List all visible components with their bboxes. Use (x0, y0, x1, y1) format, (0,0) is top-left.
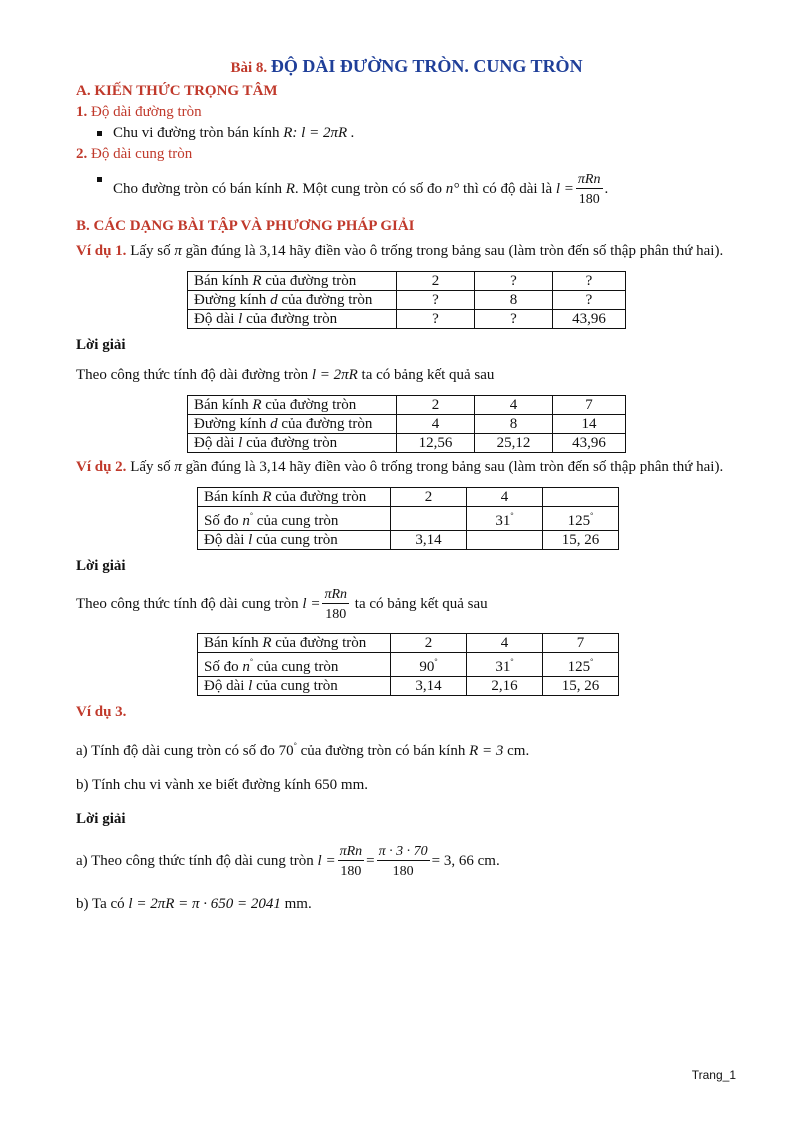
row-label: Độ dài l của đường tròn (188, 310, 397, 329)
row-label: Số đo n° của cung tròn (198, 507, 391, 531)
page-title: Bài 8. ĐỘ DÀI ĐƯỜNG TRÒN. CUNG TRÒN (230, 56, 583, 76)
bullet-arc-length: Cho đường tròn có bán kính R. Một cung tròn có số đo n° thì có độ dài là l = $\frac{\text{πRn}}{180}$ . (76, 171, 737, 208)
table-cell: 15, 26 (543, 677, 619, 696)
table-cell: 8 (475, 415, 553, 434)
subheading-1: 1. Độ dài đường tròn (76, 104, 202, 120)
table-row (188, 434, 626, 453)
table-cell: 2 (391, 488, 467, 507)
table-row (188, 291, 626, 310)
solution-1-text: Theo công thức tính độ dài đường tròn l = 2πR ta có bảng kết quả sau (76, 367, 495, 383)
table-cell: 25,12 (475, 434, 553, 453)
example-3b: b) Tính chu vi vành xe biết đường kính 650 mm. (76, 777, 369, 793)
table-cell: 2 (397, 396, 475, 415)
table-cell: ? (397, 310, 475, 329)
table-row (198, 531, 619, 550)
row-label: Đường kính d của đường tròn (188, 415, 397, 434)
solution-3a: a) Theo công thức tính độ dài cung tròn l = $\frac{\text{πRn}}{180}$ = $\frac{\pi \cdot 3 \cdot 70}{180}$ = 3, 66 cm. (76, 844, 500, 879)
row-label: Độ dài l của đường tròn (188, 434, 397, 453)
row-label: Bán kính R của đường tròn (188, 396, 397, 415)
example-2: Ví dụ 2. Lấy số π gần đúng là 3,14 hãy điền vào ô trống trong bảng sau (làm tròn đến số thập phân thứ hai). (76, 459, 724, 475)
table-cell: 12,56 (397, 434, 475, 453)
row-label: Độ dài l của cung tròn (198, 677, 391, 696)
table-cell: 31° (467, 507, 543, 531)
table-row (188, 272, 626, 291)
table-example-1 (187, 271, 626, 329)
table-solution-2 (197, 633, 619, 696)
row-label: Bán kính R của đường tròn (198, 488, 391, 507)
table-cell: ? (397, 291, 475, 310)
table-cell: 15, 26 (543, 531, 619, 550)
table-cell: 4 (467, 634, 543, 653)
solution-heading-3: Lời giải (76, 811, 126, 827)
table-row (198, 488, 619, 507)
table-cell: 125° (543, 507, 619, 531)
solution-heading-2: Lời giải (76, 558, 126, 574)
table-cell: 4 (397, 415, 475, 434)
table-cell: ? (475, 310, 553, 329)
table-cell: 90° (391, 653, 467, 677)
table-cell: 2 (397, 272, 475, 291)
table-solution-1 (187, 395, 626, 453)
table-cell: ? (475, 272, 553, 291)
table-cell: ? (553, 272, 626, 291)
table-cell (391, 507, 467, 531)
table-cell: 7 (543, 634, 619, 653)
table-cell: 2,16 (467, 677, 543, 696)
table-cell: 43,96 (553, 434, 626, 453)
document-page (76, 56, 737, 918)
table-cell: 31° (467, 653, 543, 677)
example-1: Ví dụ 1. Lấy số π gần đúng là 3,14 hãy điền vào ô trống trong bảng sau (làm tròn đến số thập phân thứ hai). (76, 243, 724, 259)
table-row (188, 415, 626, 434)
table-example-2 (197, 487, 619, 550)
subheading-2: 2. Độ dài cung tròn (76, 146, 193, 162)
table-row (198, 677, 619, 696)
table-cell: 3,14 (391, 677, 467, 696)
row-label: Số đo n° của cung tròn (198, 653, 391, 677)
section-a-heading: A. KIẾN THỨC TRỌNG TÂM (76, 83, 278, 99)
table-cell: 8 (475, 291, 553, 310)
example-3a: a) Tính độ dài cung tròn có số đo 70° của đường tròn có bán kính R = 3 cm. (76, 741, 530, 759)
table-cell: 3,14 (391, 531, 467, 550)
table-cell: 14 (553, 415, 626, 434)
table-row (188, 310, 626, 329)
solution-heading-1: Lời giải (76, 337, 126, 353)
table-row (188, 396, 626, 415)
table-cell (543, 488, 619, 507)
solution-3b: b) Ta có l = 2πR = π · 650 = 2041 mm. (76, 896, 312, 912)
table-cell (467, 531, 543, 550)
table-row (198, 634, 619, 653)
table-cell: 2 (391, 634, 467, 653)
bullet-circumference: Chu vi đường tròn bán kính R: l = 2πR . (76, 125, 737, 142)
table-cell: ? (553, 291, 626, 310)
page-number: Trang_1 (691, 1068, 736, 1082)
row-label: Độ dài l của cung tròn (198, 531, 391, 550)
row-label: Bán kính R của đường tròn (188, 272, 397, 291)
table-row (198, 653, 619, 677)
table-cell: 4 (475, 396, 553, 415)
arc-formula-fraction: $\frac{\text{πRn}}{180}$ (577, 172, 601, 207)
section-b-heading: B. CÁC DẠNG BÀI TẬP VÀ PHƯƠNG PHÁP GIẢI (76, 218, 415, 234)
table-cell: 4 (467, 488, 543, 507)
example-3-heading: Ví dụ 3. (76, 704, 127, 720)
table-cell: 125° (543, 653, 619, 677)
row-label: Đường kính d của đường tròn (188, 291, 397, 310)
table-cell: 7 (553, 396, 626, 415)
table-row (198, 507, 619, 531)
table-cell: 43,96 (553, 310, 626, 329)
row-label: Bán kính R của đường tròn (198, 634, 391, 653)
solution-2-text: Theo công thức tính độ dài cung tròn l = $\frac{\text{πRn}}{180}$ ta có bảng kết quả sau (76, 587, 488, 622)
